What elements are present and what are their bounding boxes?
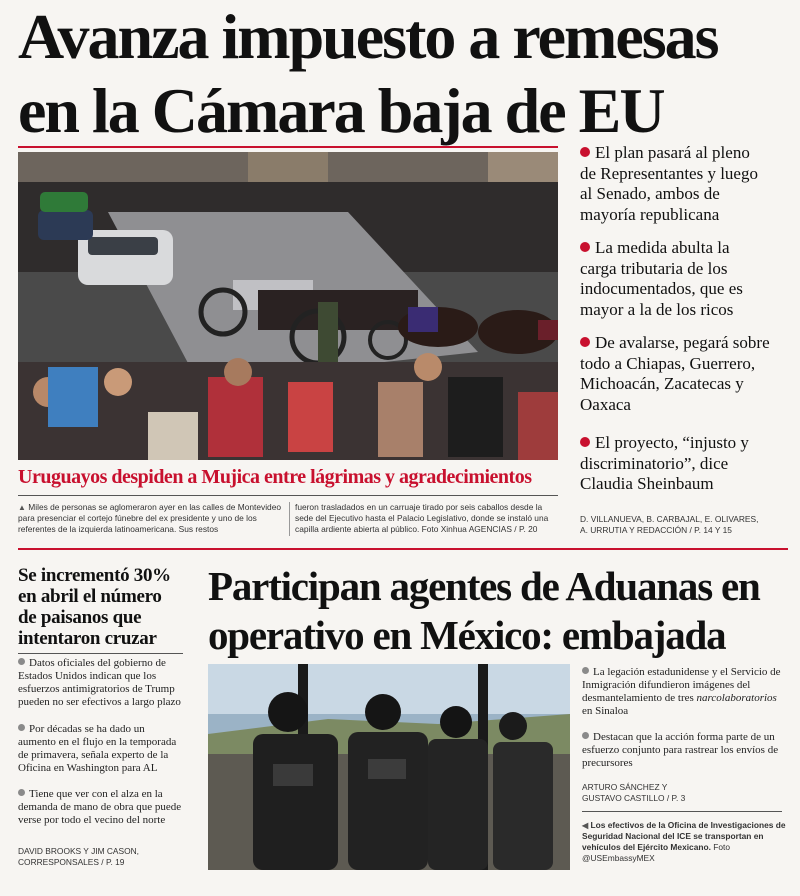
photo-title: Uruguayos despiden a Mujica entre lágrimas y agradecimientos <box>18 466 532 488</box>
left-story-bullet: Datos oficiales del gobierno de Estados Unidos indican que los esfuerzos antimigratorios de Trump pueden no ser efectivos a largo plazo <box>18 657 181 708</box>
left-story-credit: DAVID BROOKS Y JIM CASON, CORRESPONSALES / P. 19 <box>18 846 139 867</box>
divider <box>18 495 558 496</box>
photo-caption-col-1: ▲ Miles de personas se aglomeraron ayer en las calles de Montevideo para presenciar el cortejo fúnebre del ex presidente y uno de los referentes de la izquierda latinoamericana. Sus restos <box>18 502 282 534</box>
photo-caption-credit: AGENCIAS / P. 20 <box>468 524 538 534</box>
gray-bullet-icon <box>18 789 25 796</box>
aduanas-credit: ARTURO SÁNCHEZ Y GUSTAVO CASTILLO / P. 3 <box>582 782 686 803</box>
red-bullet-icon <box>580 337 590 347</box>
gray-bullet-icon <box>582 667 589 674</box>
photo-caption-col-2: fueron trasladados en un carruaje tirado por seis caballos desde la sede del Ejecutivo hasta el Palacio Legislativo, donde se instaló una capilla ardiente abierta al público. Foto Xinhua AGENCIAS / P. 20 <box>295 502 549 534</box>
divider <box>18 146 558 148</box>
bullets-credit: D. VILLANUEVA, B. CARBAJAL, E. OLIVARES, A. URRUTIA Y REDACCIÓN / P. 14 Y 15 <box>580 514 759 535</box>
aduanas-photo-caption: ◀ Los efectivos de la Oficina de Investigaciones de Seguridad Nacional del ICE se transportan en vehículos del Ejército Mexicano. Foto @USEmbassyMEX <box>582 820 786 863</box>
red-bullet-icon <box>580 437 590 447</box>
red-bullet-icon <box>580 242 590 252</box>
left-story-headline: Se incrementó 30% en abril el número de paisanos que intentaron cruzar <box>18 565 171 649</box>
red-bullet-icon <box>580 147 590 157</box>
main-headline-line-1: Avanza impuesto a remesas <box>18 1 718 72</box>
main-headline <box>18 0 788 148</box>
main-headline-line-2: en la Cámara baja de EU <box>18 75 664 146</box>
funeral-photo <box>18 152 558 460</box>
aduanas-bullet: Destacan que la acción forma parte de un esfuerzo conjunto para rastrear los envíos de precursores <box>582 731 779 769</box>
section-divider <box>18 548 788 550</box>
agents-photo <box>208 664 570 870</box>
column-separator <box>289 502 290 536</box>
bullet-item: El plan pasará al pleno de Representantes y luego al Senado, ambos de mayoría republicana <box>580 143 758 224</box>
aduanas-headline: Participan agentes de Aduanas en operativo en México: embajada <box>208 563 760 658</box>
gray-bullet-icon <box>18 724 25 731</box>
caption-triangle-icon: ◀ <box>582 821 589 830</box>
bullet-item: El proyecto, “injusto y discriminatorio”, dice Claudia Sheinbaum <box>580 433 749 493</box>
divider <box>582 811 782 812</box>
caption-triangle-icon: ▲ <box>18 503 26 512</box>
gray-bullet-icon <box>582 732 589 739</box>
left-story-bullet: Tiene que ver con el alza en la demanda de mano de obra que puede verse por todo el vecino del norte <box>18 788 182 826</box>
bullet-item: De avalarse, pegará sobre todo a Chiapas, Guerrero, Michoacán, Zacatecas y Oaxaca <box>580 333 770 414</box>
aduanas-bullet: La legación estadunidense y el Servicio de Inmigración difundieron imágenes del desmantelamiento de tres narcolaboratorios en Sinaloa <box>582 666 781 717</box>
divider <box>18 653 183 654</box>
left-story-bullet: Por décadas se ha dado un aumento en el flujo en la temporada de primavera, señala experto de la Oficina en Washington para AL <box>18 723 177 774</box>
gray-bullet-icon <box>18 658 25 665</box>
bullet-item: La medida abulta la carga tributaria de los indocumentados, que es mayor a la de los ricos <box>580 238 743 319</box>
